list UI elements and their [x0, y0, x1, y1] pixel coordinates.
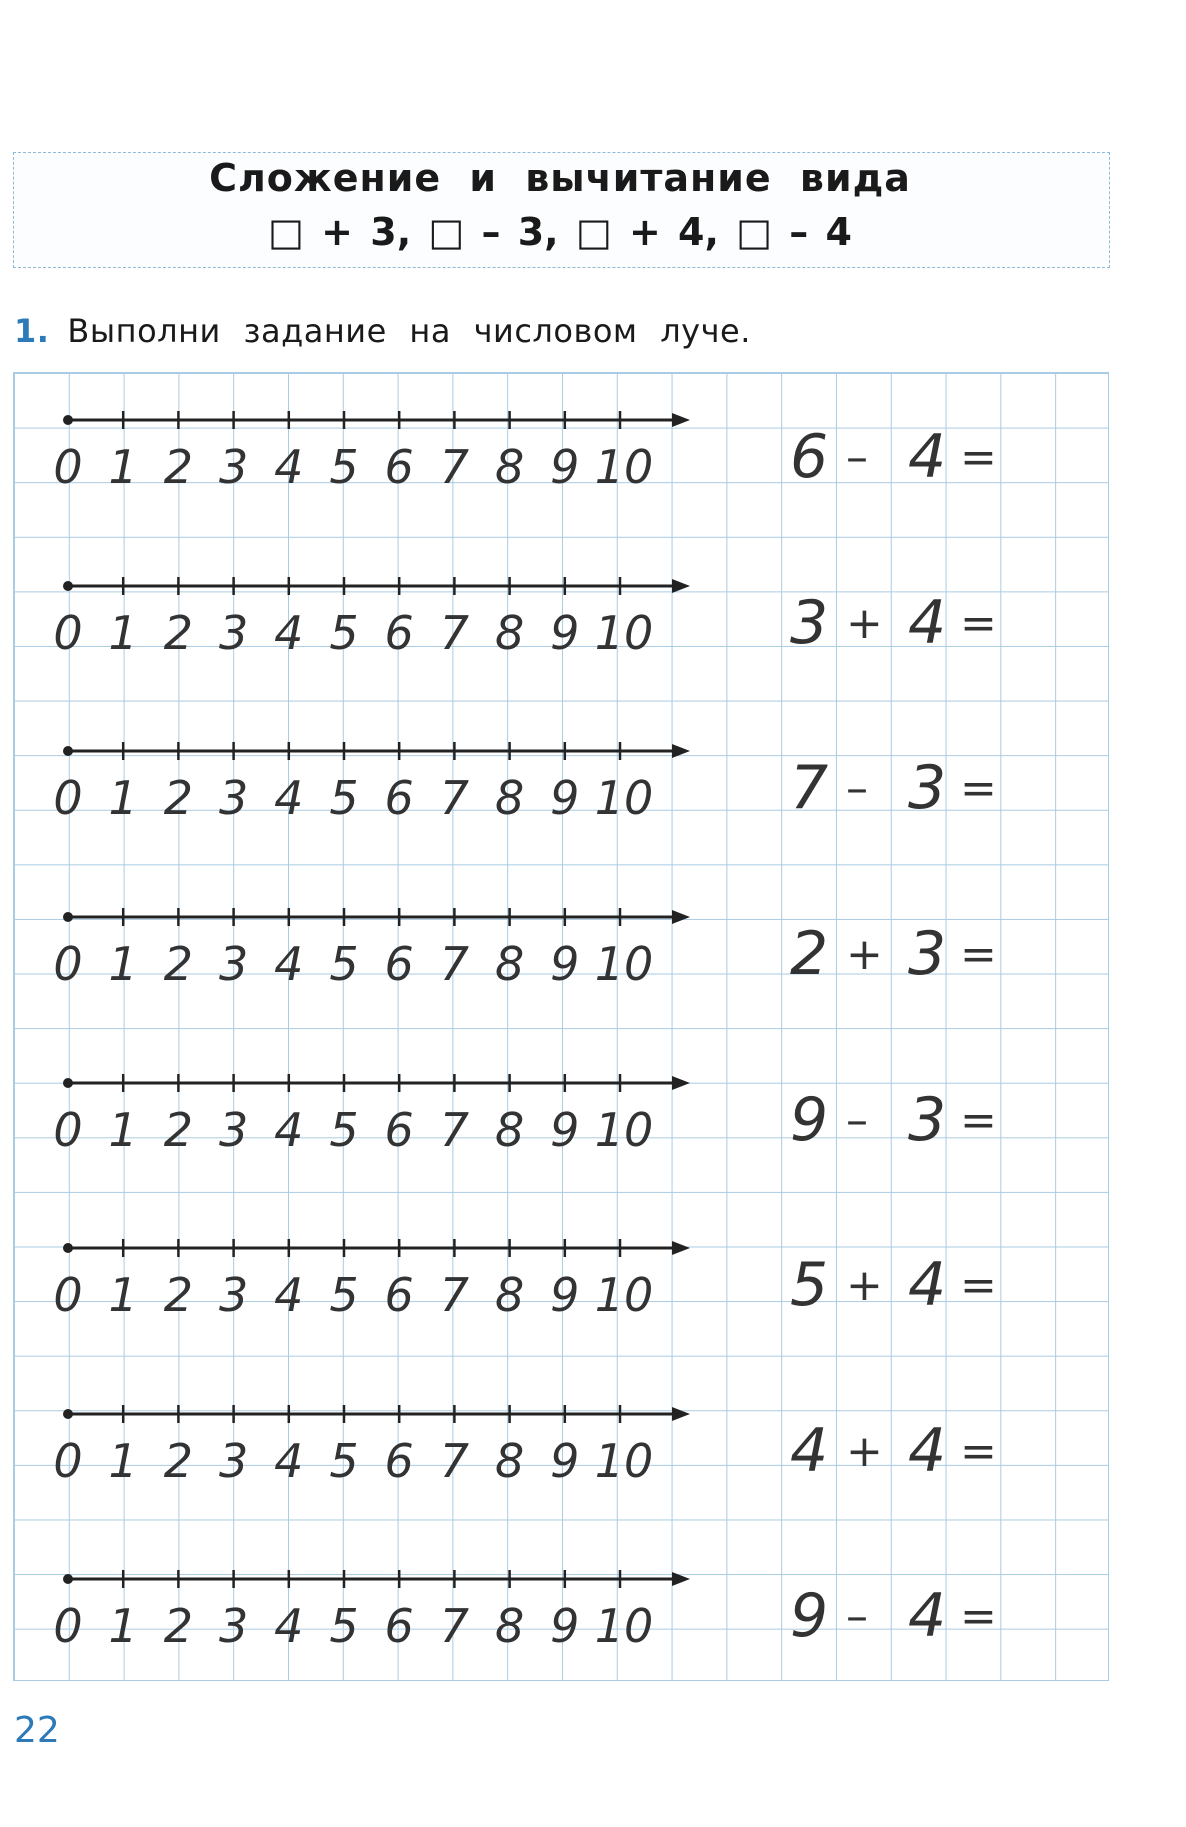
ray-label: 0: [53, 937, 83, 991]
ray-label: 6: [384, 440, 414, 494]
exercise-row: [0, 586, 1186, 706]
expression-term-b: 3: [908, 753, 947, 823]
ray-label: 10: [594, 1268, 654, 1322]
ray-arrow-icon: [672, 910, 690, 924]
expression-operator: –: [846, 1591, 868, 1642]
ray-label: 9: [550, 1599, 580, 1653]
ray-label: 9: [550, 1103, 580, 1157]
expression-term-a: 4: [790, 1416, 829, 1486]
ray-origin-dot: [63, 912, 73, 922]
expression-operator: +: [846, 1426, 883, 1477]
ray-label: 8: [494, 771, 525, 825]
ray-label: 3: [218, 440, 249, 494]
ray-label: 9: [550, 440, 580, 494]
ray-label: 6: [384, 1268, 414, 1322]
ray-arrow-icon: [672, 579, 690, 593]
exercise-row: [0, 1414, 1186, 1534]
ray-origin-dot: [63, 581, 73, 591]
expression-term-b: 4: [908, 1581, 947, 1651]
expression-equals: =: [960, 432, 997, 483]
expression-term-b: 3: [908, 1085, 947, 1155]
expression-term-a: 7: [790, 753, 829, 823]
ray-label: 8: [494, 937, 525, 991]
ray-label: 5: [329, 771, 359, 825]
ray-label: 7: [439, 937, 470, 991]
ray-label: 0: [53, 440, 83, 494]
expression-operator: –: [846, 432, 868, 483]
ray-label: 3: [218, 606, 249, 660]
expression-equals: =: [960, 1426, 997, 1477]
ray-label: 9: [550, 1268, 580, 1322]
expression-term-b: 4: [908, 588, 947, 658]
ray-arrow-icon: [672, 1076, 690, 1090]
ray-label: 4: [274, 1599, 304, 1653]
ray-label: 4: [274, 440, 304, 494]
ray-label: 5: [329, 1268, 359, 1322]
ray-label: 4: [274, 771, 304, 825]
ray-label: 8: [494, 1434, 525, 1488]
ray-label: 7: [439, 606, 470, 660]
expression-equals: =: [960, 598, 997, 649]
ray-label: 8: [494, 1268, 525, 1322]
ray-label: 7: [439, 1268, 470, 1322]
ray-label: 10: [594, 937, 654, 991]
ray-label: 8: [494, 606, 525, 660]
expression-operator: –: [846, 1095, 868, 1146]
ray-label: 10: [594, 440, 654, 494]
expression-operator: +: [846, 929, 883, 980]
ray-origin-dot: [63, 1078, 73, 1088]
ray-label: 2: [163, 1103, 194, 1157]
ray-label: 1: [108, 1434, 138, 1488]
ray-arrow-icon: [672, 413, 690, 427]
ray-label: 3: [218, 1103, 249, 1157]
expression-equals: =: [960, 1260, 997, 1311]
ray-label: 5: [329, 440, 359, 494]
page-title: Сложение и вычитание вида: [209, 156, 911, 200]
ray-label: 3: [218, 1434, 249, 1488]
number-ray: [60, 400, 710, 440]
ray-label: 5: [329, 1103, 359, 1157]
ray-label: 6: [384, 937, 414, 991]
ray-label: 1: [108, 1268, 138, 1322]
ray-label: 0: [53, 1434, 83, 1488]
ray-label: 5: [329, 1434, 359, 1488]
ray-label: 3: [218, 771, 249, 825]
ray-label: 8: [494, 1103, 525, 1157]
expression-equals: =: [960, 1591, 997, 1642]
ray-label: 1: [108, 937, 138, 991]
ray-label: 5: [329, 606, 359, 660]
ray-label: 2: [163, 771, 194, 825]
ray-origin-dot: [63, 1243, 73, 1253]
number-ray: [60, 1394, 710, 1434]
task-number: 1.: [14, 312, 50, 350]
expression-term-b: 4: [908, 1250, 947, 1320]
ray-label: 2: [163, 937, 194, 991]
expression-operator: +: [846, 1260, 883, 1311]
ray-label: 6: [384, 1434, 414, 1488]
ray-label: 0: [53, 1103, 83, 1157]
ray-origin-dot: [63, 1409, 73, 1419]
ray-label: 9: [550, 1434, 580, 1488]
exercise-row: [0, 420, 1186, 540]
expression-term-b: 3: [908, 919, 947, 989]
ray-label: 2: [163, 606, 194, 660]
ray-label: 4: [274, 606, 304, 660]
ray-label: 4: [274, 1103, 304, 1157]
ray-origin-dot: [63, 746, 73, 756]
ray-label: 3: [218, 1268, 249, 1322]
page-number: 22: [14, 1710, 60, 1751]
exercise-row: [0, 751, 1186, 871]
ray-label: 10: [594, 1103, 654, 1157]
number-ray: [60, 897, 710, 937]
ray-label: 4: [274, 1268, 304, 1322]
number-ray: [60, 1228, 710, 1268]
number-ray: [60, 1559, 710, 1599]
ray-origin-dot: [63, 415, 73, 425]
ray-label: 2: [163, 1268, 194, 1322]
expression-term-a: 9: [790, 1085, 829, 1155]
expression-term-b: 4: [908, 1416, 947, 1486]
ray-label: 10: [594, 1599, 654, 1653]
ray-label: 0: [53, 1268, 83, 1322]
ray-arrow-icon: [672, 1407, 690, 1421]
ray-arrow-icon: [672, 1572, 690, 1586]
ray-label: 2: [163, 1434, 194, 1488]
expression-term-a: 2: [790, 919, 829, 989]
ray-label: 9: [550, 937, 580, 991]
ray-label: 9: [550, 771, 580, 825]
ray-label: 1: [108, 1599, 138, 1653]
ray-label: 8: [494, 440, 525, 494]
expression-equals: =: [960, 763, 997, 814]
number-ray: [60, 566, 710, 606]
ray-label: 4: [274, 1434, 304, 1488]
ray-label: 7: [439, 771, 470, 825]
page-subtitle: □ + 3, □ – 3, □ + 4, □ – 4: [268, 210, 852, 254]
exercise-row: [0, 1579, 1186, 1699]
ray-label: 2: [163, 1599, 194, 1653]
ray-arrow-icon: [672, 1241, 690, 1255]
expression-operator: –: [846, 763, 868, 814]
ray-label: 1: [108, 1103, 138, 1157]
number-ray: [60, 731, 710, 771]
ray-arrow-icon: [672, 744, 690, 758]
expression-equals: =: [960, 929, 997, 980]
ray-label: 1: [108, 771, 138, 825]
expression-term-a: 5: [790, 1250, 829, 1320]
ray-label: 4: [274, 937, 304, 991]
ray-label: 7: [439, 440, 470, 494]
ray-label: 10: [594, 1434, 654, 1488]
ray-label: 7: [439, 1599, 470, 1653]
ray-origin-dot: [63, 1574, 73, 1584]
expression-equals: =: [960, 1095, 997, 1146]
ray-label: 7: [439, 1103, 470, 1157]
ray-label: 3: [218, 1599, 249, 1653]
number-ray: [60, 1063, 710, 1103]
ray-label: 2: [163, 440, 194, 494]
ray-label: 0: [53, 1599, 83, 1653]
ray-label: 9: [550, 606, 580, 660]
ray-label: 6: [384, 771, 414, 825]
exercise-row: [0, 917, 1186, 1037]
ray-label: 1: [108, 606, 138, 660]
ray-label: 6: [384, 1599, 414, 1653]
ray-label: 8: [494, 1599, 525, 1653]
ray-label: 1: [108, 440, 138, 494]
ray-label: 3: [218, 937, 249, 991]
expression-term-a: 9: [790, 1581, 829, 1651]
expression-term-b: 4: [908, 422, 947, 492]
ray-label: 6: [384, 606, 414, 660]
exercise-row: [0, 1248, 1186, 1368]
expression-term-a: 6: [790, 422, 829, 492]
ray-label: 10: [594, 771, 654, 825]
ray-label: 5: [329, 1599, 359, 1653]
ray-label: 7: [439, 1434, 470, 1488]
task-text: Выполни задание на числовом луче.: [67, 312, 751, 350]
task-instruction: [14, 312, 751, 350]
ray-label: 10: [594, 606, 654, 660]
expression-term-a: 3: [790, 588, 829, 658]
ray-label: 0: [53, 606, 83, 660]
ray-label: 5: [329, 937, 359, 991]
expression-operator: +: [846, 598, 883, 649]
ray-label: 0: [53, 771, 83, 825]
exercise-row: [0, 1083, 1186, 1203]
ray-label: 6: [384, 1103, 414, 1157]
